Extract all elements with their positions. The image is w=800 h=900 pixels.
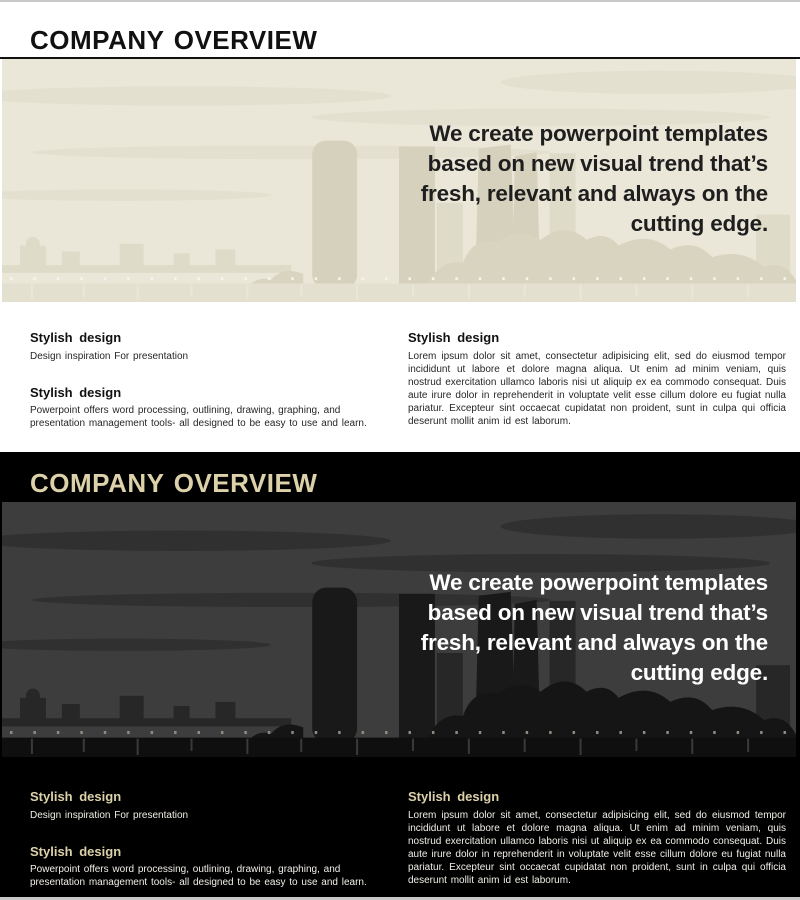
- features-right-column: [408, 789, 786, 889]
- feature-heading: Stylish design: [30, 330, 122, 345]
- hero-tagline: [421, 568, 768, 688]
- feature-block: [30, 330, 378, 363]
- feature-heading: Stylish design: [408, 330, 500, 345]
- feature-body: Lorem ipsum dolor sit amet, consectetur adipisicing elit, sed do eiusmod tempor incididunt ut labore et dolore magna aliqua. Ut enim ad minim veniam, quis nostrud exercitation ullamco laboris nisi ut aliquip ex ea commodo consequat. Duis aute irure dolor in reprehenderit in voluptate velit esse cillum dolore eu fugiat nulla pariatur. Excepteur sint occaecat cupidatat non proident, sunt in culpa qui officia deserunt mollit anim id est laborum.: [408, 809, 786, 886]
- page-title: COMPANY OVERVIEW: [30, 25, 318, 55]
- features-section: [0, 302, 800, 430]
- feature-body: Lorem ipsum dolor sit amet, consectetur adipisicing elit, sed do eiusmod tempor incididunt ut labore et dolore magna aliqua. Ut enim ad minim veniam, quis nostrud exercitation ullamco laboris nisi ut aliquip ex ea commodo consequat. Duis aute irure dolor in reprehenderit in voluptate velit esse cillum dolore eu fugiat nulla pariatur. Excepteur sint occaecat cupidatat non proident, sunt in culpa qui officia deserunt mollit anim id est laborum.: [408, 350, 786, 427]
- features-right-column: [408, 330, 786, 430]
- features-section: [0, 757, 800, 889]
- feature-body: Design inspiration For presentation: [30, 350, 189, 362]
- slide-dark-variant: [0, 452, 800, 897]
- hero-tagline: [421, 119, 768, 239]
- hero-tagline-line: fresh, relevant and always on the: [420, 181, 768, 206]
- features-left-column: [30, 330, 378, 430]
- title-bar: [0, 2, 800, 57]
- hero-tagline-line: We create powerpoint templates: [429, 121, 768, 146]
- feature-block: [408, 789, 786, 887]
- feature-body: Powerpoint offers word processing, outlining, drawing, graphing, and presentation management tools- all designed to be easy to use and learn.: [30, 405, 367, 430]
- feature-block: [30, 385, 378, 431]
- hero-tagline-line: based on new visual trend that’s: [427, 151, 768, 176]
- feature-heading: Stylish design: [30, 384, 122, 400]
- feature-block: [30, 789, 378, 822]
- features-left-column: [30, 789, 378, 889]
- feature-heading: Stylish design: [30, 789, 122, 804]
- feature-body: Design inspiration For presentation: [30, 809, 189, 821]
- hero-tagline-line: fresh, relevant and always on the: [420, 630, 768, 655]
- hero-image: [2, 502, 796, 757]
- slide-light-variant: [0, 2, 800, 452]
- hero-tagline-line: We create powerpoint templates: [429, 570, 768, 595]
- feature-heading: Stylish design: [30, 843, 122, 859]
- hero-tagline-line: cutting edge.: [630, 211, 768, 236]
- page-title: COMPANY OVERVIEW: [30, 468, 318, 498]
- hero-tagline-line: cutting edge.: [630, 660, 768, 685]
- feature-body: Powerpoint offers word processing, outlining, drawing, graphing, and presentation management tools- all designed to be easy to use and learn.: [30, 864, 367, 889]
- feature-block: [30, 844, 378, 890]
- title-bar: [0, 452, 800, 500]
- feature-heading: Stylish design: [408, 789, 500, 804]
- feature-block: [408, 330, 786, 428]
- hero-image: [2, 59, 796, 302]
- hero-tagline-line: based on new visual trend that’s: [427, 600, 768, 625]
